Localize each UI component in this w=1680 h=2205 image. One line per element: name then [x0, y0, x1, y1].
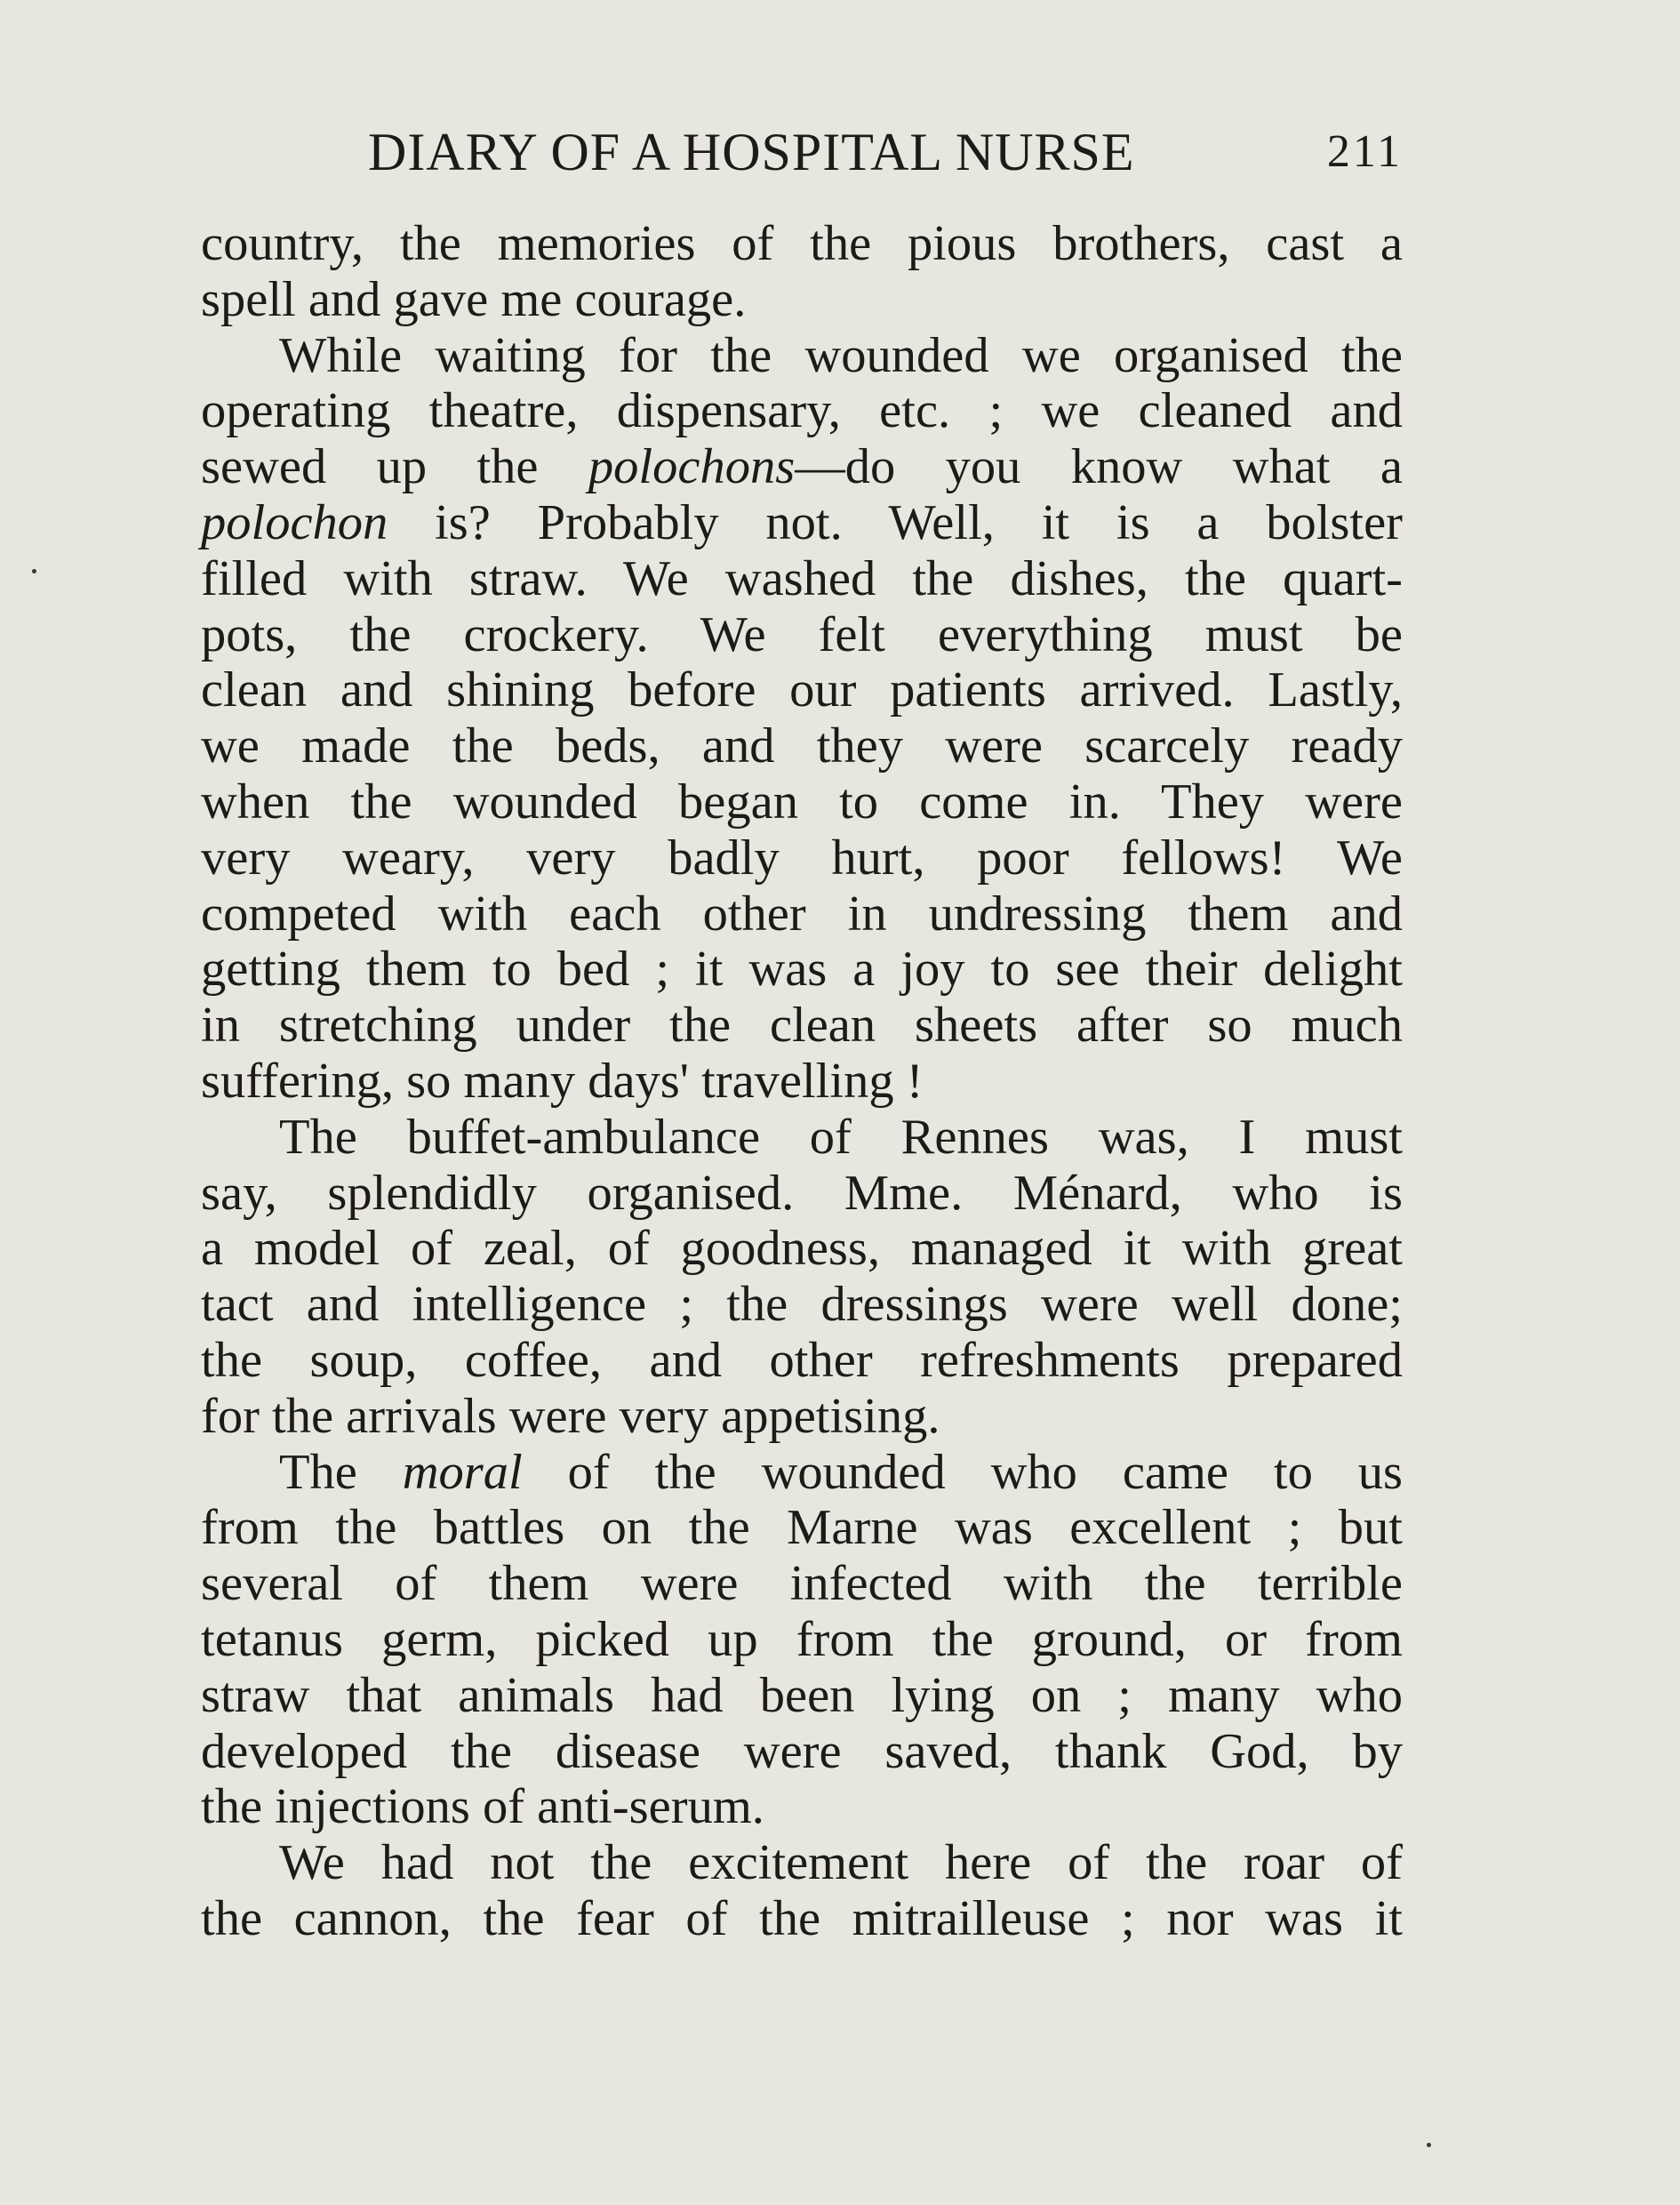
text-line: getting them to bed ; it was a joy to see their delight	[201, 942, 1403, 998]
text-line: competed with each other in undressing them and	[201, 886, 1403, 942]
body-text	[201, 216, 1403, 1947]
text-line	[201, 439, 1403, 495]
paper-speck	[32, 569, 36, 573]
text-line: a model of zeal, of goodness, managed it with great	[201, 1221, 1403, 1277]
italic-word: polochon	[201, 494, 388, 550]
text-run: The	[279, 1444, 403, 1500]
running-title: DIARY OF A HOSPITAL NURSE	[368, 123, 1135, 181]
text-line: While waiting for the wounded we organised the	[279, 327, 1403, 383]
text-run: sewed up the	[201, 439, 588, 495]
text-run: —do you know what a	[795, 439, 1403, 495]
text-line: in stretching under the clean sheets after so much	[201, 998, 1403, 1054]
text-line: the cannon, the fear of the mitrailleuse ; nor was it	[201, 1890, 1403, 1946]
text-line: the injections of anti-serum.	[201, 1779, 764, 1835]
text-line	[201, 1445, 1403, 1501]
text-line: The buffet-ambulance of Rennes was, I must	[279, 1109, 1403, 1165]
text-line: suffering, so many days' travelling !	[201, 1053, 924, 1109]
paper-speck	[1427, 2143, 1431, 2147]
text-line: We had not the excitement here of the roar of	[279, 1835, 1403, 1891]
text-line: tetanus germ, picked up from the ground, or from	[201, 1611, 1403, 1667]
text-line: several of them were infected with the terrible	[201, 1556, 1403, 1612]
text-line: for the arrivals were very appetising.	[201, 1388, 940, 1444]
text-line: straw that animals had been lying on ; many who	[201, 1667, 1403, 1723]
text-line: pots, the crockery. We felt everything must be	[201, 606, 1403, 662]
text-line: when the wounded began to come in. They were	[201, 774, 1403, 830]
text-line: very weary, very badly hurt, poor fellows! We	[201, 830, 1403, 886]
text-line: say, splendidly organised. Mme. Ménard, who is	[201, 1165, 1403, 1221]
text-line	[201, 495, 1403, 551]
italic-word: moral	[402, 1444, 523, 1500]
text-line: filled with straw. We washed the dishes, the quart-	[201, 550, 1403, 606]
running-head	[201, 112, 1403, 192]
text-line: tact and intelligence ; the dressings were well done;	[201, 1277, 1403, 1333]
italic-word: polochons	[588, 439, 796, 495]
text-run: of the wounded who came to us	[522, 1444, 1403, 1500]
text-run: is? Probably not. Well, it is a bolster	[388, 494, 1403, 550]
text-line: we made the beds, and they were scarcely ready	[201, 718, 1403, 774]
text-line: country, the memories of the pious brothers, cast a	[201, 216, 1403, 271]
text-line: developed the disease were saved, thank God, by	[201, 1723, 1403, 1779]
text-line: operating theatre, dispensary, etc. ; we cleaned and	[201, 383, 1403, 439]
text-line: clean and shining before our patients arrived. Lastly,	[201, 662, 1403, 718]
page-number: 211	[1326, 126, 1403, 177]
text-line: the soup, coffee, and other refreshments prepared	[201, 1332, 1403, 1388]
text-line: from the battles on the Marne was excellent ; but	[201, 1500, 1403, 1556]
text-line: spell and gave me courage.	[201, 271, 747, 327]
